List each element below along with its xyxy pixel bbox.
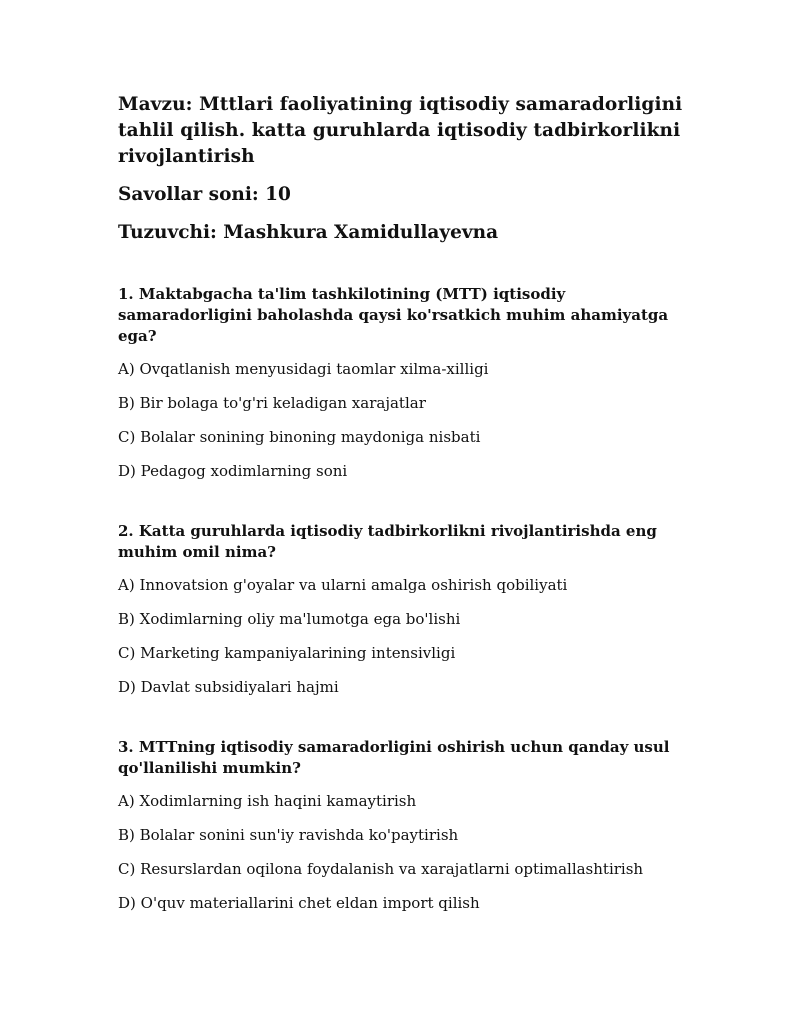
question-item xyxy=(118,737,703,914)
answer-option-c: C) Bolalar sonining binoning maydoniga nisbati xyxy=(118,428,481,446)
answer-option-d: D) Pedagog xodimlarning soni xyxy=(118,462,348,480)
answer-option-d: D) Davlat subsidiyalari hajmi xyxy=(118,678,339,696)
document-title: Mavzu: Mttlari faoliyatining iqtisodiy samaradorligini tahlil qilish. katta guruhlarda iqtisodiy tadbirkorlikni rivojlantirish xyxy=(118,94,683,167)
question-item xyxy=(118,521,703,698)
answer-option-c: C) Marketing kampaniyalarining intensivligi xyxy=(118,644,456,662)
question-text: 2. Katta guruhlarda iqtisodiy tadbirkorlikni rivojlantirishda eng muhim omil nima? xyxy=(118,522,657,561)
question-text: 3. MTTning iqtisodiy samaradorligini oshirish uchun qanday usul qo'llanilishi mumkin? xyxy=(118,738,670,777)
question-item xyxy=(118,284,703,482)
answer-option-b: B) Bir bolaga to'g'ri keladigan xarajatlar xyxy=(118,394,426,412)
question-text: 1. Maktabgacha ta'lim tashkilotining (MTT) iqtisodiy samaradorligini baholashda qaysi ko'rsatkich muhim ahamiyatga ega? xyxy=(118,285,669,345)
author-line: Tuzuvchi: Mashkura Xamidullayevna xyxy=(118,222,499,243)
answer-option-a: A) Innovatsion g'oyalar va ularni amalga oshirish qobiliyati xyxy=(118,576,568,594)
question-count: Savollar soni: 10 xyxy=(118,184,291,205)
answer-option-a: A) Ovqatlanish menyusidagi taomlar xilma-xilligi xyxy=(118,360,489,378)
answer-option-c: C) Resurslardan oqilona foydalanish va xarajatlarni optimallashtirish xyxy=(118,860,644,878)
answer-option-b: B) Bolalar sonini sun'iy ravishda ko'paytirish xyxy=(118,826,459,844)
question-list xyxy=(118,284,703,914)
answer-option-d: D) O'quv materiallarini chet eldan import qilish xyxy=(118,894,480,912)
answer-option-b: B) Xodimlarning oliy ma'lumotga ega bo'lishi xyxy=(118,610,461,628)
answer-option-a: A) Xodimlarning ish haqini kamaytirish xyxy=(118,792,417,810)
document-page xyxy=(118,92,703,953)
